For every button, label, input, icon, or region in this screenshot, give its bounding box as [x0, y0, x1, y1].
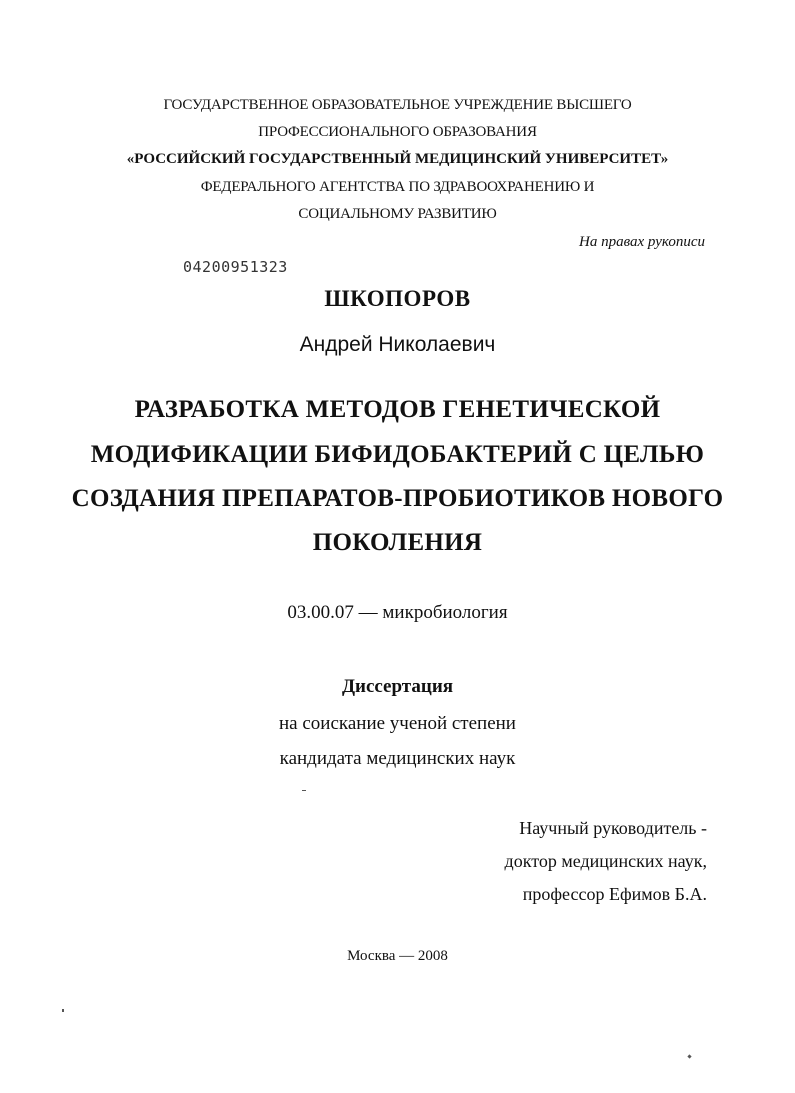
institution-line-3: «РОССИЙСКИЙ ГОСУДАРСТВЕННЫЙ МЕДИЦИНСКИЙ УНИВЕРСИТЕТ» — [126, 151, 669, 167]
manuscript-note: На правах рукописи — [579, 234, 705, 250]
institution-line-4: ФЕДЕРАЛЬНОГО АГЕНТСТВА ПО ЗДРАВООХРАНЕНИЮ И — [200, 179, 595, 195]
scan-speck — [62, 1009, 64, 1012]
supervisor-line-3: профессор Ефимов Б.А. — [522, 884, 707, 904]
author-given-names: Андрей Николаевич — [299, 333, 496, 356]
supervisor-line-2: доктор медицинских наук, — [504, 851, 707, 871]
title-line-2: МОДИФИКАЦИИ БИФИДОБАКТЕРИЙ С ЦЕЛЬЮ — [90, 441, 705, 468]
place-year: Москва — 2008 — [347, 948, 448, 964]
registration-number: 04200951323 — [183, 258, 288, 276]
institution-line-1: ГОСУДАРСТВЕННОЕ ОБРАЗОВАТЕЛЬНОЕ УЧРЕЖДЕНИЕ ВЫСШЕГО — [163, 97, 632, 113]
title-line-1: РАЗРАБОТКА МЕТОДОВ ГЕНЕТИЧЕСКОЙ — [134, 396, 661, 423]
degree-line-1: на соискание ученой степени — [279, 713, 516, 734]
title-line-4: ПОКОЛЕНИЯ — [312, 529, 483, 556]
scan-speck — [687, 1054, 691, 1058]
institution-line-5: СОЦИАЛЬНОМУ РАЗВИТИЮ — [298, 206, 497, 222]
scan-speck — [302, 790, 306, 791]
title-line-3: СОЗДАНИЯ ПРЕПАРАТОВ-ПРОБИОТИКОВ НОВОГО — [71, 485, 724, 512]
institution-line-2: ПРОФЕССИОНАЛЬНОГО ОБРАЗОВАНИЯ — [258, 124, 537, 140]
document-type: Диссертация — [341, 676, 454, 697]
author-surname: ШКОПОРОВ — [324, 286, 471, 311]
degree-line-2: кандидата медицинских наук — [279, 748, 516, 769]
supervisor-line-1: Научный руководитель - — [519, 818, 707, 838]
specialty: 03.00.07 — микробиология — [287, 602, 508, 623]
